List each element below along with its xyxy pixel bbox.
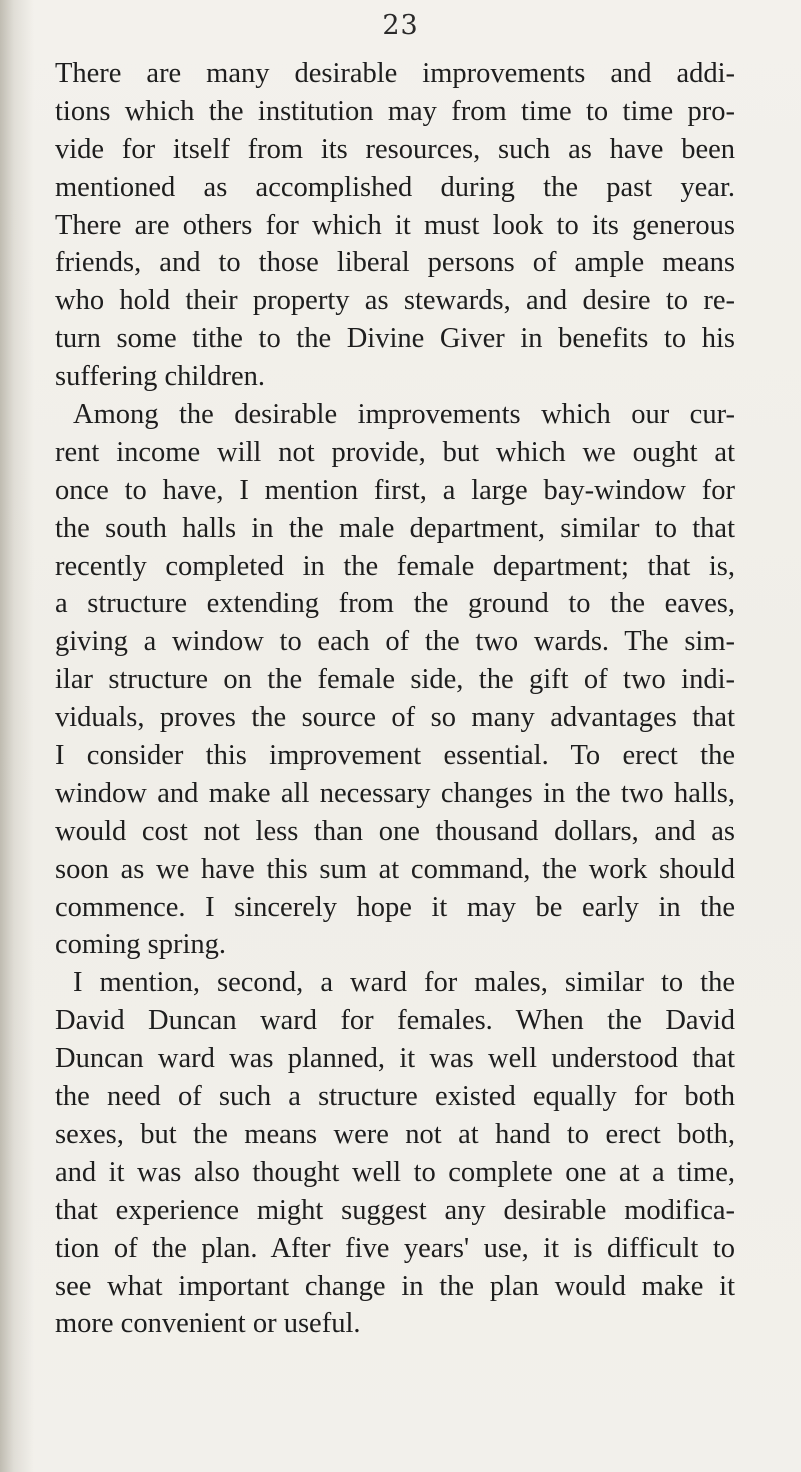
text-line: There are others for which it must look to its generous: [55, 209, 735, 241]
body-text: [55, 55, 735, 1343]
text-line: Among the desirable improvements which our cur-: [73, 399, 735, 431]
text-line: Duncan ward was planned, it was well understood that: [55, 1043, 735, 1075]
text-line: There are many desirable improvements and addi-: [55, 58, 735, 89]
text-line: a structure extending from the ground to the eaves,: [55, 588, 735, 620]
text-line: mentioned as accomplished during the past year.: [55, 171, 735, 203]
paragraph-1: [55, 55, 735, 396]
text-line: window and make all necessary changes in the two halls,: [55, 777, 735, 809]
text-line: recently completed in the female department; that is,: [55, 550, 735, 582]
text-line: sexes, but the means were not at hand to erect both,: [55, 1118, 735, 1150]
text-line: giving a window to each of the two wards. The sim-: [55, 626, 735, 658]
page-number: 23: [382, 10, 419, 41]
text-line: soon as we have this sum at command, the work should: [55, 853, 735, 885]
paragraph-2: [55, 396, 735, 964]
text-line: ilar structure on the female side, the gift of two indi-: [55, 664, 735, 696]
text-line: once to have, I mention first, a large bay-window for: [55, 474, 735, 506]
text-line: turn some tithe to the Divine Giver in benefits to his: [55, 323, 735, 355]
text-line: commence. I sincerely hope it may be early in the: [55, 891, 735, 923]
text-line: the south halls in the male department, similar to that: [55, 512, 735, 544]
text-line: that experience might suggest any desirable modifica-: [55, 1194, 735, 1226]
text-line: tion of the plan. After five years' use, it is difficult to: [55, 1232, 735, 1264]
text-line: see what important change in the plan would make it: [55, 1270, 735, 1302]
text-line: David Duncan ward for females. When the David: [55, 1005, 735, 1037]
text-line: viduals, proves the source of so many advantages that: [55, 702, 735, 734]
text-line: I mention, second, a ward for males, similar to the: [73, 967, 735, 999]
text-line: the need of such a structure existed equally for both: [55, 1081, 735, 1113]
text-line: who hold their property as stewards, and desire to re-: [55, 285, 735, 317]
text-line: tions which the institution may from time to time pro-: [55, 95, 735, 127]
text-line: suffering children.: [55, 361, 265, 393]
text-line: more convenient or useful.: [55, 1308, 361, 1340]
paragraph-3: [55, 964, 735, 1343]
text-line: friends, and to those liberal persons of ample means: [55, 247, 735, 279]
text-line: and it was also thought well to complete one at a time,: [55, 1156, 735, 1188]
text-line: would cost not less than one thousand dollars, and as: [55, 815, 735, 847]
text-line: vide for itself from its resources, such as have been: [55, 133, 735, 165]
text-line: I consider this improvement essential. To erect the: [55, 740, 735, 772]
text-line: rent income will not provide, but which we ought at: [55, 436, 735, 468]
text-line: coming spring.: [55, 929, 226, 961]
